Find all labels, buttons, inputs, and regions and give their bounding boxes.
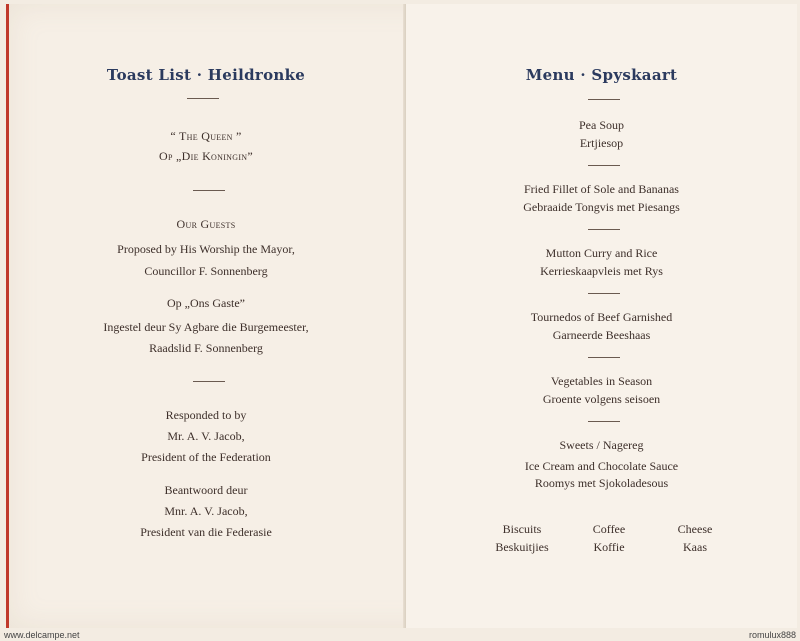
response-line3: President of the Federation: [141, 450, 271, 464]
toast-queen-en: “ The Queen ”: [170, 129, 242, 143]
divider: [193, 381, 225, 382]
finale-coffee-en: Coffee: [592, 522, 626, 536]
guests-af-line1: Ingestel deur Sy Agbare die Burgemeester,: [103, 320, 309, 334]
divider: [588, 357, 620, 358]
response-af-line3: President van die Federasie: [140, 525, 272, 539]
toast-queen-af: Op „Die Koningin”: [159, 149, 253, 163]
guests-af-line2: Raadslid F. Sonnenberg: [149, 341, 263, 355]
course-en: Mutton Curry and Rice: [545, 246, 658, 260]
toast-list-page: [9, 4, 403, 628]
finale-cheese-en: Cheese: [677, 522, 713, 536]
response-af-line1: Beantwoord deur: [164, 483, 248, 497]
course-af: Kerrieskaapvleis met Rys: [540, 264, 663, 278]
finale-biscuits-en: Biscuits: [502, 522, 542, 536]
response-line2: Mr. A. V. Jacob,: [167, 429, 245, 443]
course-af: Garneerde Beeshaas: [552, 328, 651, 342]
finale-cheese-af: Kaas: [683, 540, 707, 554]
course-af: Ertjiesop: [579, 136, 624, 150]
course-en: Pea Soup: [579, 118, 624, 132]
guests-af-heading: Op „Ons Gaste”: [167, 296, 245, 310]
divider: [193, 190, 225, 191]
divider: [588, 165, 620, 166]
sweets-en: Ice Cream and Chocolate Sauce: [524, 459, 679, 473]
course-af: Groente volgens seisoen: [542, 392, 661, 406]
response-af-line2: Mnr. A. V. Jacob,: [164, 504, 248, 518]
sweets-af: Roomys met Sjokoladesous: [534, 476, 669, 490]
guests-heading: Our Guests: [176, 217, 236, 231]
divider: [588, 421, 620, 422]
finale-biscuits-af: Beskuitjies: [495, 540, 549, 554]
finale-coffee-af: Koffie: [593, 540, 625, 554]
footer-source-left: www.delcampe.net: [4, 630, 80, 640]
divider: [588, 99, 620, 100]
menu-title: Menu · Spyskaart: [525, 66, 678, 84]
menu-card: [6, 4, 797, 628]
guests-proposed-line2: Councillor F. Sonnenberg: [144, 264, 268, 278]
response-line1: Responded to by: [165, 408, 247, 422]
course-en: Vegetables in Season: [550, 374, 653, 388]
footer-source-right: romulux888: [748, 630, 796, 640]
course-en: Tournedos of Beef Garnished: [530, 310, 673, 324]
divider: [187, 98, 219, 99]
guests-proposed-line1: Proposed by His Worship the Mayor,: [117, 242, 295, 256]
course-en: Fried Fillet of Sole and Bananas: [524, 182, 679, 196]
divider: [588, 229, 620, 230]
sweets-heading: Sweets / Nagereg: [559, 438, 644, 452]
menu-page: [406, 4, 797, 628]
divider: [588, 293, 620, 294]
course-af: Gebraaide Tongvis met Piesangs: [523, 200, 680, 214]
toast-list-title: Toast List · Heildronke: [106, 66, 306, 84]
